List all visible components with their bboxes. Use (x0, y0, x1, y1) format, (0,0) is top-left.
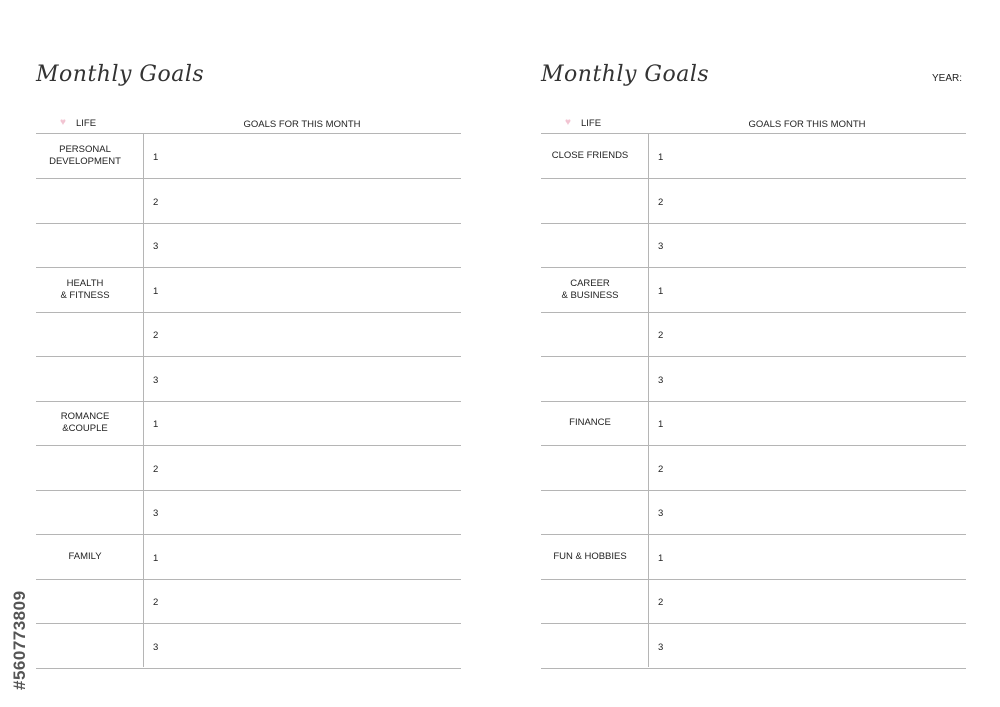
goal-number: 1 (153, 419, 159, 430)
goal-number: 1 (658, 552, 664, 564)
goal-number: 3 (153, 241, 159, 252)
goal-row[interactable] (36, 579, 461, 624)
goal-row[interactable] (541, 268, 966, 313)
category-label: CLOSE FRIENDS (551, 150, 629, 161)
category-label: CAREER & BUSINESS (561, 277, 619, 301)
goal-number: 3 (153, 374, 159, 386)
goal-row[interactable] (541, 179, 966, 224)
column-header-life: LIFE (581, 118, 602, 129)
goal-row[interactable] (36, 312, 461, 357)
goal-row[interactable] (36, 134, 461, 179)
heart-icon: ♥ (565, 117, 571, 128)
goal-number: 1 (658, 152, 664, 163)
page-title: Monthly Goals (541, 62, 710, 87)
goal-number: 2 (658, 463, 664, 475)
goal-row[interactable] (36, 268, 461, 313)
goal-number: 1 (658, 419, 664, 430)
goal-number: 3 (658, 374, 664, 386)
goal-number: 3 (658, 641, 664, 653)
page-title: Monthly Goals (36, 62, 205, 87)
goal-row[interactable] (541, 357, 966, 402)
category-label: FUN & HOBBIES (553, 550, 627, 562)
category-label: FAMILY (68, 550, 102, 562)
goal-number: 2 (658, 196, 664, 208)
goal-number: 3 (153, 508, 159, 519)
goal-number: 3 (658, 508, 664, 519)
goal-number: 3 (658, 241, 664, 252)
column-header-goals: GOALS FOR THIS MONTH (243, 119, 361, 130)
category-label: FINANCE (569, 417, 611, 428)
goal-row[interactable] (36, 179, 461, 224)
goal-number: 2 (153, 463, 159, 475)
goal-row[interactable] (541, 490, 966, 535)
goal-number: 1 (153, 285, 159, 297)
goal-number: 2 (153, 597, 159, 608)
goal-number: 1 (153, 552, 159, 564)
goal-number: 2 (658, 330, 664, 341)
goal-number: 1 (153, 152, 159, 163)
goal-row[interactable] (36, 401, 461, 446)
goal-row[interactable] (541, 223, 966, 268)
goal-row[interactable] (36, 535, 461, 580)
goal-row[interactable] (36, 357, 461, 402)
goal-row[interactable] (541, 624, 966, 669)
goal-row[interactable] (541, 312, 966, 357)
goal-number: 2 (153, 330, 159, 341)
goal-row[interactable] (36, 446, 461, 491)
column-header-life: LIFE (76, 118, 97, 129)
column-header-goals: GOALS FOR THIS MONTH (748, 119, 866, 130)
goal-number: 1 (658, 285, 664, 297)
goal-number: 2 (153, 196, 159, 208)
heart-icon: ♥ (60, 117, 66, 128)
goal-row[interactable] (36, 624, 461, 669)
goal-number: 2 (658, 597, 664, 608)
goal-row[interactable] (541, 535, 966, 580)
goal-row[interactable] (36, 223, 461, 268)
goal-row[interactable] (36, 490, 461, 535)
goal-row[interactable] (541, 579, 966, 624)
goal-number: 3 (153, 641, 159, 653)
goal-row[interactable] (541, 134, 966, 179)
category-label: PERSONAL DEVELOPMENT (49, 144, 121, 167)
left-page (36, 0, 461, 707)
category-label: HEALTH & FITNESS (60, 277, 110, 301)
right-page (541, 0, 966, 707)
category-label: ROMANCE &COUPLE (60, 411, 110, 434)
goal-row[interactable] (541, 446, 966, 491)
year-label: YEAR: (931, 73, 962, 84)
stock-id-watermark: #560773809 (10, 590, 29, 690)
goal-row[interactable] (541, 401, 966, 446)
